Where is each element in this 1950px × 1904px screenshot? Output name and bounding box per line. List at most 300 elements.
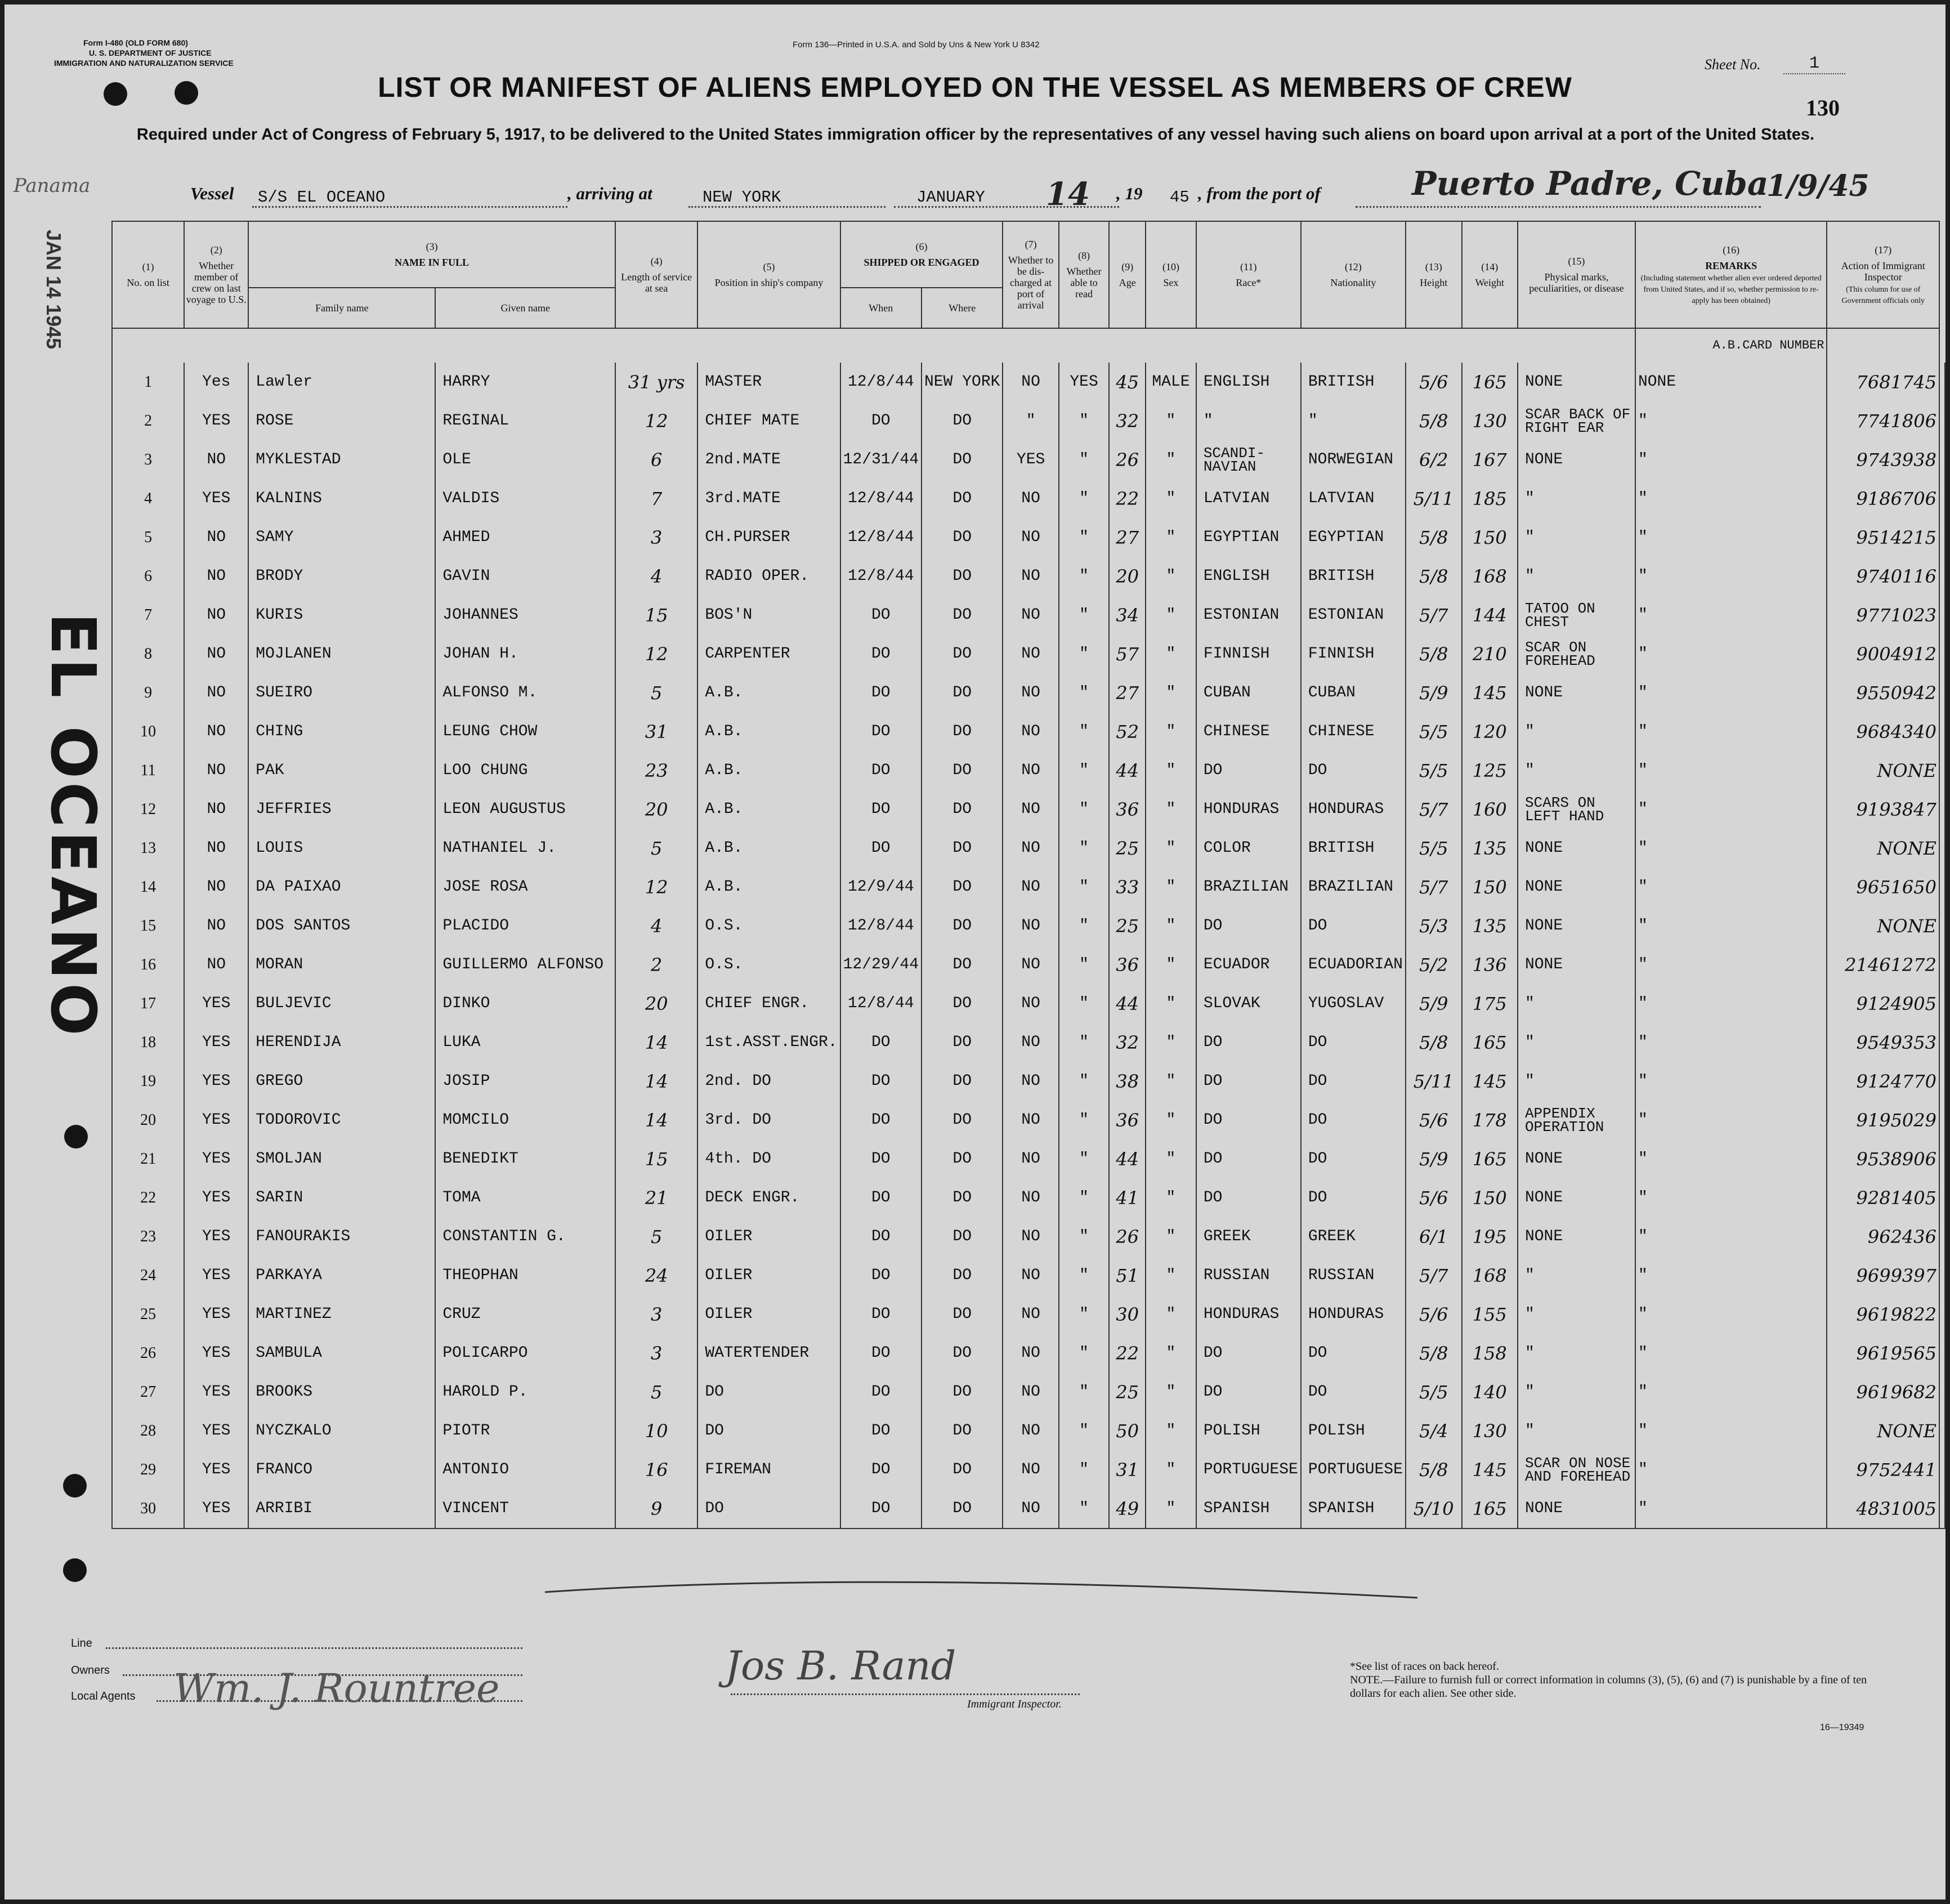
physical-marks: " — [1518, 1023, 1635, 1062]
arrival-port: NEW YORK — [703, 188, 781, 207]
prior-voyage: Yes — [184, 363, 248, 401]
nationality: EGYPTIAN — [1301, 518, 1406, 557]
discharge: NO — [1003, 1023, 1058, 1062]
nationality: PORTUGUESE — [1301, 1450, 1406, 1489]
given-name: BENEDIKT — [435, 1139, 615, 1178]
card-number: 962436 — [1827, 1217, 1939, 1256]
flag-note: Panama — [14, 175, 91, 197]
age: 26 — [1109, 1217, 1146, 1256]
remarks: " — [1635, 479, 1827, 518]
physical-marks: NONE — [1518, 673, 1635, 712]
sex: " — [1146, 1373, 1196, 1411]
shipped-when: DO — [840, 1256, 922, 1295]
physical-marks: SCAR ON NOSE AND FOREHEAD — [1518, 1450, 1635, 1489]
height: 5/11 — [1406, 479, 1462, 518]
row-number: 23 — [112, 1217, 184, 1256]
crew-row — [112, 1334, 1945, 1373]
row-number: 11 — [112, 751, 184, 790]
family-name: BRODY — [248, 557, 435, 596]
height: 5/8 — [1406, 1023, 1462, 1062]
shipped-where: DO — [922, 1217, 1003, 1256]
agent-signature: Wm. J. Rountree — [173, 1665, 500, 1711]
service-length: 5 — [615, 1373, 697, 1411]
row-number: 25 — [112, 1295, 184, 1334]
able-to-read: " — [1059, 751, 1110, 790]
discharge: NO — [1003, 751, 1058, 790]
nationality: HONDURAS — [1301, 790, 1406, 829]
nationality: GREEK — [1301, 1217, 1406, 1256]
physical-marks: NONE — [1518, 1139, 1635, 1178]
race: CHINESE — [1196, 712, 1301, 751]
age: 25 — [1109, 1373, 1146, 1411]
family-name: PAK — [248, 751, 435, 790]
weight: 185 — [1462, 479, 1518, 518]
discharge: NO — [1003, 790, 1058, 829]
age: 25 — [1109, 906, 1146, 945]
sex: " — [1146, 984, 1196, 1023]
nationality: DO — [1301, 1373, 1406, 1411]
height: 5/8 — [1406, 401, 1462, 440]
nationality: BRITISH — [1301, 829, 1406, 868]
inspector-action — [1939, 1411, 1945, 1450]
family-name: BULJEVIC — [248, 984, 435, 1023]
shipped-when: 12/8/44 — [840, 518, 922, 557]
age: 38 — [1109, 1062, 1146, 1101]
able-to-read: " — [1059, 1256, 1110, 1295]
service-length: 5 — [615, 673, 697, 712]
shipped-when: DO — [840, 751, 922, 790]
sex: " — [1146, 1062, 1196, 1101]
height: 5/5 — [1406, 712, 1462, 751]
sex: " — [1146, 1489, 1196, 1528]
crew-row — [112, 906, 1945, 945]
given-name: JOSIP — [435, 1062, 615, 1101]
sex: " — [1146, 751, 1196, 790]
inspector-action — [1939, 518, 1945, 557]
prior-voyage: YES — [184, 1450, 248, 1489]
discharge: NO — [1003, 557, 1058, 596]
remarks: " — [1635, 829, 1827, 868]
sex: " — [1146, 479, 1196, 518]
family-name: SUEIRO — [248, 673, 435, 712]
shipped-when: DO — [840, 1489, 922, 1528]
physical-marks: NONE — [1518, 1217, 1635, 1256]
row-number: 1 — [112, 363, 184, 401]
remarks: " — [1635, 1178, 1827, 1217]
race: HONDURAS — [1196, 790, 1301, 829]
weight: 168 — [1462, 557, 1518, 596]
weight: 195 — [1462, 1217, 1518, 1256]
remarks: " — [1635, 440, 1827, 479]
race: SPANISH — [1196, 1489, 1301, 1528]
shipped-when: 12/9/44 — [840, 868, 922, 906]
able-to-read: " — [1059, 1373, 1110, 1411]
weight: 125 — [1462, 751, 1518, 790]
physical-marks: " — [1518, 1062, 1635, 1101]
sex: " — [1146, 868, 1196, 906]
age: 44 — [1109, 751, 1146, 790]
able-to-read: " — [1059, 1217, 1110, 1256]
shipped-where: DO — [922, 829, 1003, 868]
discharge: NO — [1003, 1295, 1058, 1334]
discharge: NO — [1003, 518, 1058, 557]
nationality: DO — [1301, 1139, 1406, 1178]
race: DO — [1196, 1373, 1301, 1411]
age: 27 — [1109, 518, 1146, 557]
shipped-where: DO — [922, 1023, 1003, 1062]
service-length: 3 — [615, 518, 697, 557]
shipped-where: DO — [922, 984, 1003, 1023]
sex: " — [1146, 1411, 1196, 1450]
nationality: ESTONIAN — [1301, 596, 1406, 634]
col-3-header: (3) NAME IN FULL — [248, 221, 615, 288]
shipped-where: DO — [922, 1489, 1003, 1528]
sex: " — [1146, 1101, 1196, 1139]
age: 41 — [1109, 1178, 1146, 1217]
able-to-read: " — [1059, 790, 1110, 829]
weight: 120 — [1462, 712, 1518, 751]
given-name: POLICARPO — [435, 1334, 615, 1373]
year-prefix: , 19 — [1116, 184, 1143, 203]
remarks: " — [1635, 634, 1827, 673]
card-number: 9651650 — [1827, 868, 1939, 906]
arrival-month: JANUARY — [916, 188, 985, 207]
position: MASTER — [697, 363, 840, 401]
discharge: NO — [1003, 1256, 1058, 1295]
given-name: AHMED — [435, 518, 615, 557]
remarks: " — [1635, 790, 1827, 829]
nationality: BRAZILIAN — [1301, 868, 1406, 906]
row-number: 24 — [112, 1256, 184, 1295]
able-to-read: " — [1059, 479, 1110, 518]
prior-voyage: NO — [184, 790, 248, 829]
prior-voyage: YES — [184, 479, 248, 518]
inspector-action — [1939, 945, 1945, 984]
sex: MALE — [1146, 363, 1196, 401]
sex: " — [1146, 906, 1196, 945]
manifest-date: 1/9/45 — [1766, 169, 1870, 203]
given-name: GUILLERMO ALFONSO — [435, 945, 615, 984]
remarks: " — [1635, 751, 1827, 790]
row-number: 8 — [112, 634, 184, 673]
race: DO — [1196, 1139, 1301, 1178]
height: 5/6 — [1406, 363, 1462, 401]
service-length: 31 yrs — [615, 363, 697, 401]
able-to-read: " — [1059, 440, 1110, 479]
age: 44 — [1109, 1139, 1146, 1178]
inspector-action — [1939, 790, 1945, 829]
given-name: PIOTR — [435, 1411, 615, 1450]
race: DO — [1196, 1334, 1301, 1373]
crew-row — [112, 440, 1945, 479]
physical-marks: " — [1518, 1256, 1635, 1295]
shipped-when: 12/8/44 — [840, 363, 922, 401]
service-length: 3 — [615, 1295, 697, 1334]
row-number: 26 — [112, 1334, 184, 1373]
sex: " — [1146, 1217, 1196, 1256]
penalty-note: NOTE.—Failure to furnish full or correct information in columns (3), (5), (6) and (7) is punishable by a fine of ten dollars for each alien. See other side. — [1350, 1674, 1867, 1700]
remarks: " — [1635, 557, 1827, 596]
shipped-where: DO — [922, 1373, 1003, 1411]
service-length: 24 — [615, 1256, 697, 1295]
card-number-header: A.B.CARD NUMBER — [1635, 328, 1827, 363]
position: CHIEF ENGR. — [697, 984, 840, 1023]
inspector-action — [1939, 829, 1945, 868]
row-number: 27 — [112, 1373, 184, 1411]
shipped-where: DO — [922, 945, 1003, 984]
form-number: Form I-480 (OLD FORM 680) — [83, 38, 188, 47]
prior-voyage: NO — [184, 440, 248, 479]
prior-voyage: YES — [184, 984, 248, 1023]
col-14-header: (14) Weight — [1462, 221, 1518, 328]
able-to-read: " — [1059, 1489, 1110, 1528]
crew-row — [112, 1450, 1945, 1489]
able-to-read: " — [1059, 1178, 1110, 1217]
discharge: NO — [1003, 1373, 1058, 1411]
inspector-action — [1939, 1489, 1945, 1528]
position: CARPENTER — [697, 634, 840, 673]
crew-row — [112, 1217, 1945, 1256]
crew-row — [112, 1489, 1945, 1528]
service-length: 15 — [615, 1139, 697, 1178]
service-length: 4 — [615, 906, 697, 945]
crew-row — [112, 829, 1945, 868]
physical-marks: " — [1518, 557, 1635, 596]
prior-voyage: YES — [184, 1256, 248, 1295]
shipped-when: DO — [840, 829, 922, 868]
inspector-action — [1939, 1139, 1945, 1178]
physical-marks: SCAR ON FOREHEAD — [1518, 634, 1635, 673]
crew-row — [112, 1256, 1945, 1295]
crew-manifest-table — [111, 221, 1945, 1529]
crew-row — [112, 557, 1945, 596]
card-number: 9743938 — [1827, 440, 1939, 479]
able-to-read: " — [1059, 1023, 1110, 1062]
given-name: JOHAN H. — [435, 634, 615, 673]
col-12-header: (12) Nationality — [1301, 221, 1406, 328]
shipped-when: 12/8/44 — [840, 906, 922, 945]
age: 33 — [1109, 868, 1146, 906]
races-note: *See list of races on back hereof. — [1350, 1660, 1499, 1673]
remarks: " — [1635, 596, 1827, 634]
physical-marks: SCAR BACK OF RIGHT EAR — [1518, 401, 1635, 440]
remarks: " — [1635, 906, 1827, 945]
from-label: , from the port of — [1198, 184, 1321, 203]
col-6-header: (6) SHIPPED OR ENGAGED — [840, 221, 1003, 288]
discharge: NO — [1003, 1062, 1058, 1101]
position: DO — [697, 1373, 840, 1411]
service-name: IMMIGRATION AND NATURALIZATION SERVICE — [54, 59, 234, 68]
physical-marks: SCARS ON LEFT HAND — [1518, 790, 1635, 829]
sex: " — [1146, 1334, 1196, 1373]
height: 5/8 — [1406, 1450, 1462, 1489]
card-number: NONE — [1827, 751, 1939, 790]
card-number: 9771023 — [1827, 596, 1939, 634]
prior-voyage: YES — [184, 1101, 248, 1139]
position: OILER — [697, 1217, 840, 1256]
height: 5/5 — [1406, 829, 1462, 868]
height: 5/6 — [1406, 1101, 1462, 1139]
prior-voyage: NO — [184, 673, 248, 712]
row-number: 10 — [112, 712, 184, 751]
given-name: LEON AUGUSTUS — [435, 790, 615, 829]
year-suffix: 45 — [1170, 188, 1189, 207]
height: 5/8 — [1406, 634, 1462, 673]
crew-row — [112, 945, 1945, 984]
vessel-label: Vessel — [190, 184, 234, 203]
remarks: " — [1635, 945, 1827, 984]
race: SCANDI-NAVIAN — [1196, 440, 1301, 479]
sex: " — [1146, 945, 1196, 984]
shipped-when: DO — [840, 712, 922, 751]
nationality: DO — [1301, 1062, 1406, 1101]
race: DO — [1196, 1023, 1301, 1062]
nationality: " — [1301, 401, 1406, 440]
able-to-read: " — [1059, 1334, 1110, 1373]
row-number: 12 — [112, 790, 184, 829]
position: A.B. — [697, 790, 840, 829]
given-name: CONSTANTIN G. — [435, 1217, 615, 1256]
age: 49 — [1109, 1489, 1146, 1528]
inspector-action — [1939, 868, 1945, 906]
remarks: " — [1635, 1334, 1827, 1373]
shipped-where: DO — [922, 518, 1003, 557]
punch-hole — [64, 1125, 88, 1148]
nationality: ECUADORIAN — [1301, 945, 1406, 984]
printer-note: Form 136—Printed in U.S.A. and Sold by Uns & New York U 8342 — [793, 40, 1040, 50]
weight: 136 — [1462, 945, 1518, 984]
row-number: 16 — [112, 945, 184, 984]
crew-row — [112, 518, 1945, 557]
age: 30 — [1109, 1295, 1146, 1334]
prior-voyage: NO — [184, 634, 248, 673]
given-name: GAVIN — [435, 557, 615, 596]
weight: 145 — [1462, 673, 1518, 712]
age: 34 — [1109, 596, 1146, 634]
physical-marks: NONE — [1518, 945, 1635, 984]
family-name: TODOROVIC — [248, 1101, 435, 1139]
shipped-when: DO — [840, 596, 922, 634]
col-1-header: (1) No. on list — [112, 221, 184, 328]
race: DO — [1196, 751, 1301, 790]
sex: " — [1146, 634, 1196, 673]
discharge: NO — [1003, 906, 1058, 945]
card-number: 9195029 — [1827, 1101, 1939, 1139]
shipped-when: DO — [840, 673, 922, 712]
able-to-read: " — [1059, 634, 1110, 673]
remarks: " — [1635, 1217, 1827, 1256]
service-length: 21 — [615, 1178, 697, 1217]
family-name: JEFFRIES — [248, 790, 435, 829]
inspector-action — [1939, 673, 1945, 712]
height: 5/9 — [1406, 1139, 1462, 1178]
race: DO — [1196, 906, 1301, 945]
card-number: NONE — [1827, 829, 1939, 868]
family-name: PARKAYA — [248, 1256, 435, 1295]
physical-marks: " — [1518, 1411, 1635, 1450]
family-name: DA PAIXAO — [248, 868, 435, 906]
crew-row — [112, 751, 1945, 790]
discharge: NO — [1003, 1489, 1058, 1528]
race: POLISH — [1196, 1411, 1301, 1450]
family-name: LOUIS — [248, 829, 435, 868]
able-to-read: " — [1059, 596, 1110, 634]
given-name: NATHANIEL J. — [435, 829, 615, 868]
race: SLOVAK — [1196, 984, 1301, 1023]
col-13-header: (13) Height — [1406, 221, 1462, 328]
form-code: 16—19349 — [1820, 1723, 1864, 1732]
race: RUSSIAN — [1196, 1256, 1301, 1295]
race: DO — [1196, 1062, 1301, 1101]
given-name: VINCENT — [435, 1489, 615, 1528]
row-number: 4 — [112, 479, 184, 518]
row-number: 22 — [112, 1178, 184, 1217]
position: DECK ENGR. — [697, 1178, 840, 1217]
nationality: DO — [1301, 1334, 1406, 1373]
inspector-action — [1939, 479, 1945, 518]
able-to-read: " — [1059, 673, 1110, 712]
position: 1st.ASST.ENGR. — [697, 1023, 840, 1062]
given-name: LUKA — [435, 1023, 615, 1062]
remarks: " — [1635, 868, 1827, 906]
able-to-read: " — [1059, 1295, 1110, 1334]
position: FIREMAN — [697, 1450, 840, 1489]
local-agents-label: Local Agents — [71, 1690, 136, 1702]
position: WATERTENDER — [697, 1334, 840, 1373]
family-name: CHING — [248, 712, 435, 751]
remarks: " — [1635, 401, 1827, 440]
manifest-page — [5, 5, 1945, 1899]
shipped-when-header: When — [840, 288, 922, 328]
age: 26 — [1109, 440, 1146, 479]
service-length: 15 — [615, 596, 697, 634]
discharge: NO — [1003, 984, 1058, 1023]
prior-voyage: YES — [184, 1139, 248, 1178]
weight: 150 — [1462, 1178, 1518, 1217]
service-length: 4 — [615, 557, 697, 596]
row-number: 15 — [112, 906, 184, 945]
prior-voyage: NO — [184, 596, 248, 634]
family-name: HERENDIJA — [248, 1023, 435, 1062]
sheet-label: Sheet No. — [1705, 56, 1761, 73]
prior-voyage: YES — [184, 1178, 248, 1217]
given-name: LEUNG CHOW — [435, 712, 615, 751]
row-number: 21 — [112, 1139, 184, 1178]
crew-rows — [112, 363, 1945, 1528]
inspector-action — [1939, 1295, 1945, 1334]
prior-voyage: YES — [184, 1489, 248, 1528]
inspector-action — [1939, 440, 1945, 479]
sex: " — [1146, 1023, 1196, 1062]
race: DO — [1196, 1178, 1301, 1217]
remarks: " — [1635, 1411, 1827, 1450]
nationality: DO — [1301, 1101, 1406, 1139]
family-name: SMOLJAN — [248, 1139, 435, 1178]
nationality: RUSSIAN — [1301, 1256, 1406, 1295]
remarks: " — [1635, 1062, 1827, 1101]
remarks: " — [1635, 1489, 1827, 1528]
card-number: 9514215 — [1827, 518, 1939, 557]
height: 6/1 — [1406, 1217, 1462, 1256]
prior-voyage: NO — [184, 868, 248, 906]
card-number: NONE — [1827, 906, 1939, 945]
inspector-action — [1939, 634, 1945, 673]
age: 20 — [1109, 557, 1146, 596]
col-10-header: (10) Sex — [1146, 221, 1196, 328]
crew-row — [112, 790, 1945, 829]
crew-row — [112, 634, 1945, 673]
service-length: 12 — [615, 401, 697, 440]
